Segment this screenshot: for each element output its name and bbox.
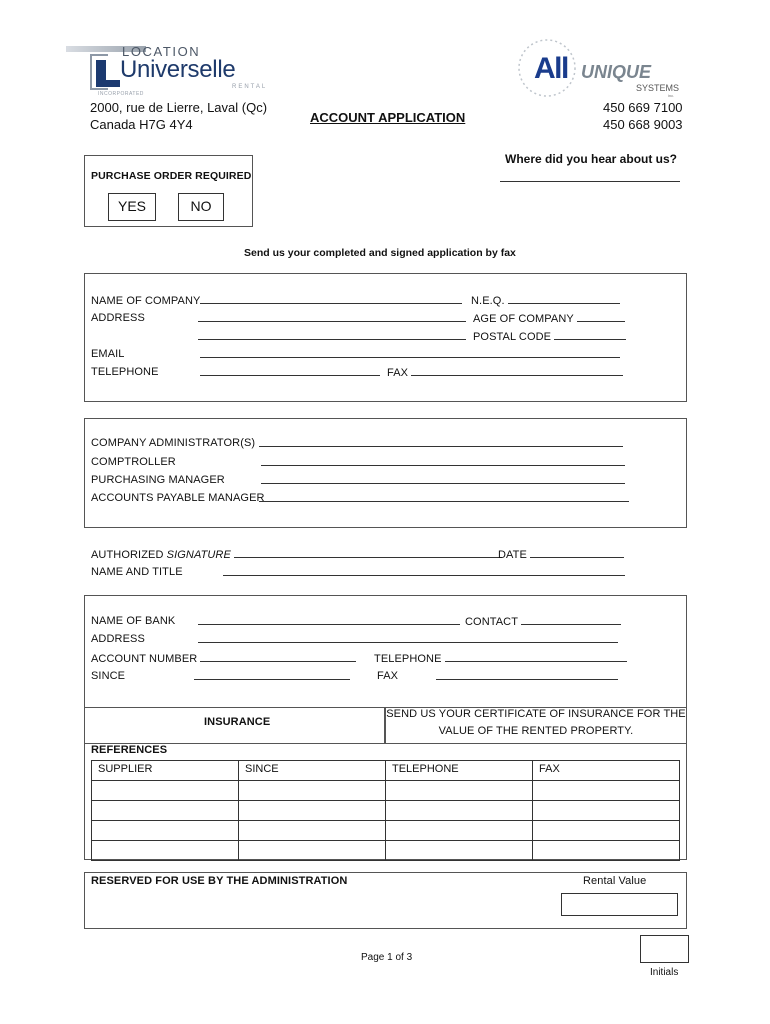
yes-option-box[interactable]: YES (108, 193, 156, 221)
date-field[interactable] (530, 548, 624, 558)
logo-rental-text: RENTAL (232, 84, 268, 90)
insurance-label: INSURANCE (204, 716, 271, 728)
email-label: EMAIL (91, 348, 125, 360)
company-name-field[interactable] (200, 294, 462, 304)
signature-label: SIGNATURE (166, 549, 231, 561)
company-name-label: NAME OF COMPANY (91, 295, 201, 307)
bank-contact-label: CONTACT (465, 616, 518, 628)
name-and-title-field[interactable] (223, 566, 625, 576)
phone-number-1: 450 669 7100 (603, 100, 683, 115)
column-since: SINCE (239, 761, 386, 781)
logo-l-foot (96, 80, 120, 87)
company-admin-label: COMPANY ADMINISTRATOR(S) (91, 437, 256, 449)
table-row (92, 841, 680, 861)
purchase-order-label: PURCHASE ORDER REQUIRED (91, 170, 252, 182)
name-and-title-label: NAME AND TITLE (91, 566, 183, 578)
company-admin-field[interactable] (259, 437, 623, 447)
table-cell[interactable] (533, 841, 680, 861)
bank-name-label: NAME OF BANK (91, 615, 176, 627)
references-table (91, 760, 680, 861)
page-title: ACCOUNT APPLICATION (310, 110, 466, 125)
logo-unique-text: UNIQUE (581, 62, 652, 82)
table-cell[interactable] (92, 781, 239, 801)
rental-value-field[interactable] (561, 893, 678, 916)
table-cell[interactable] (92, 821, 239, 841)
administration-label: RESERVED FOR USE BY THE ADMINISTRATION (91, 875, 348, 887)
accounts-payable-field[interactable] (259, 492, 629, 502)
page-number: Page 1 of 3 (361, 952, 413, 963)
company-telephone-label: TELEPHONE (91, 366, 159, 378)
initials-label: Initials (650, 967, 679, 978)
company-address-field-1[interactable] (198, 312, 466, 322)
bank-since-field[interactable] (194, 670, 350, 680)
contacts-box (84, 418, 687, 528)
column-supplier: SUPPLIER (92, 761, 239, 781)
comptroller-field[interactable] (261, 456, 625, 466)
table-cell[interactable] (386, 801, 533, 821)
signature-field[interactable] (234, 548, 502, 558)
references-header-row (92, 761, 680, 781)
logo-inc-text: inc. (668, 93, 675, 98)
table-cell[interactable] (239, 841, 386, 861)
initials-field[interactable] (640, 935, 689, 963)
purchasing-manager-label: PURCHASING MANAGER (91, 474, 225, 486)
company-fax-field[interactable] (411, 366, 623, 376)
table-row (92, 821, 680, 841)
table-cell[interactable] (92, 841, 239, 861)
comptroller-label: COMPTROLLER (91, 456, 176, 468)
logo-incorp-text: INCORPORATED (98, 91, 144, 97)
table-cell[interactable] (386, 841, 533, 861)
column-telephone: TELEPHONE (386, 761, 533, 781)
company-address-label: ADDRESS (91, 312, 145, 324)
table-cell[interactable] (239, 781, 386, 801)
bank-address-field[interactable] (198, 633, 618, 643)
neq-field[interactable] (508, 294, 620, 304)
references-label: REFERENCES (91, 744, 168, 756)
no-option-box[interactable]: NO (178, 193, 224, 221)
address-line-1: 2000, rue de Lierre, Laval (Qc) (90, 100, 268, 115)
bank-fax-label: FAX (377, 670, 399, 682)
bank-telephone-label: TELEPHONE (374, 653, 442, 665)
email-field[interactable] (200, 348, 620, 358)
bank-fax-field[interactable] (436, 670, 618, 680)
table-cell[interactable] (386, 821, 533, 841)
table-row (92, 781, 680, 801)
accounts-payable-label: ACCOUNTS PAYABLE MANAGER (91, 492, 265, 504)
phone-number-2: 450 668 9003 (603, 117, 683, 132)
fax-instruction: Send us your completed and signed application by fax (244, 247, 516, 259)
logo-location-text: LOCATION (122, 44, 201, 59)
insurance-note-line-1: SEND US YOUR CERTIFICATE OF INSURANCE FOR THE (386, 708, 686, 720)
bank-contact-field[interactable] (521, 615, 621, 625)
table-cell[interactable] (533, 821, 680, 841)
authorized-label: AUTHORIZED (91, 549, 164, 561)
company-telephone-field[interactable] (200, 366, 380, 376)
logo-brand-text: Universelle (120, 56, 236, 83)
logo-systems-text: SYSTEMS (636, 83, 680, 93)
age-of-company-field[interactable] (577, 312, 625, 322)
table-cell[interactable] (92, 801, 239, 821)
address-line-2: Canada H7G 4Y4 (90, 117, 193, 132)
bank-telephone-field[interactable] (445, 652, 627, 662)
bank-address-label: ADDRESS (91, 633, 145, 645)
purchasing-manager-field[interactable] (261, 474, 625, 484)
table-row (92, 801, 680, 821)
company-fax-label: FAX (387, 367, 409, 379)
table-cell[interactable] (239, 801, 386, 821)
table-cell[interactable] (533, 801, 680, 821)
postal-code-label: POSTAL CODE (473, 331, 552, 343)
table-cell[interactable] (239, 821, 386, 841)
postal-code-field[interactable] (554, 330, 626, 340)
table-cell[interactable] (386, 781, 533, 801)
hear-about-field[interactable] (500, 170, 680, 182)
company-address-field-2[interactable] (198, 330, 466, 340)
account-number-label: ACCOUNT NUMBER (91, 653, 198, 665)
bank-name-field[interactable] (198, 615, 460, 625)
account-number-field[interactable] (200, 652, 356, 662)
neq-label: N.E.Q. (471, 295, 505, 307)
logo-all-text: All (534, 52, 568, 85)
date-label: DATE (498, 549, 527, 561)
column-fax: FAX (533, 761, 680, 781)
bank-since-label: SINCE (91, 670, 126, 682)
age-of-company-label: AGE OF COMPANY (473, 313, 574, 325)
rental-value-label: Rental Value (583, 875, 647, 887)
hear-about-label: Where did you hear about us? (505, 152, 678, 166)
table-cell[interactable] (533, 781, 680, 801)
insurance-note-line-2: VALUE OF THE RENTED PROPERTY. (438, 725, 634, 737)
